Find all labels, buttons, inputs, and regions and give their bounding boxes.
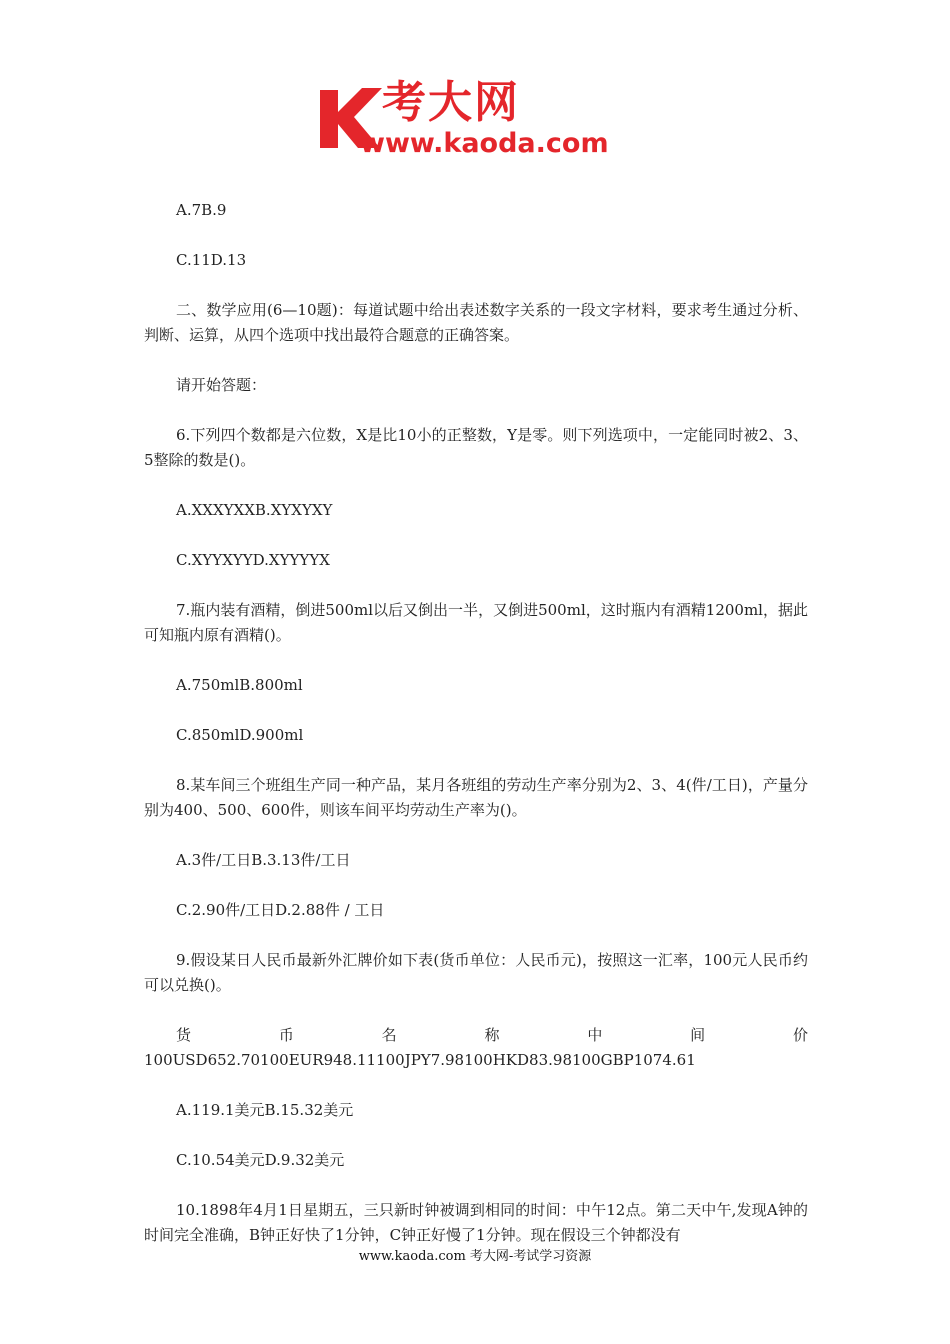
document-body	[144, 198, 808, 1273]
page-footer: www.kaoda.com 考大网-考试学习资源	[358, 1249, 592, 1264]
paragraph: 货币名称中间价100USD652.70100EUR948.11100JPY7.98100HKD83.98100GBP1074.61	[144, 1026, 808, 1069]
paragraph: A.3件/工日B.3.13件/工日	[176, 851, 351, 869]
paragraph: A.750mlB.800ml	[176, 676, 303, 694]
paragraph: C.XYYXYYD.XYYYYX	[176, 551, 330, 569]
paragraph: C.10.54美元D.9.32美元	[176, 1151, 345, 1169]
paragraph: C.850mlD.900ml	[176, 726, 304, 744]
paragraph: 10.1898年4月1日星期五，三只新时钟被调到相同的时间：中午12点。第二天中午,发现A钟的时间完全准确，B钟正好快了1分钟，C钟正好慢了1分钟。现在假设三个钟都没有	[144, 1201, 808, 1244]
paragraph: A.7B.9	[176, 201, 227, 219]
paragraph: A.XXXYXXB.XYXYXY	[176, 501, 333, 519]
paragraph: 8.某车间三个班组生产同一种产品，某月各班组的劳动生产率分别为2、3、4(件/工日)，产量分别为400、500、600件，则该车间平均劳动生产率为()。	[144, 776, 808, 819]
paragraph: 二、数学应用(6—10题)：每道试题中给出表述数字关系的一段文字材料，要求考生通过分析、判断、运算，从四个选项中找出最符合题意的正确答案。	[144, 301, 808, 344]
paragraph: C.11D.13	[176, 251, 247, 269]
paragraph: C.2.90件/工日D.2.88件 / 工日	[176, 901, 385, 919]
paragraph: 9.假设某日人民币最新外汇牌价如下表(货币单位：人民币元)，按照这一汇率，100元人民币约可以兑换()。	[144, 951, 808, 994]
paragraph: A.119.1美元B.15.32美元	[176, 1101, 354, 1119]
paragraph: 6.下列四个数都是六位数，X是比10小的正整数，Y是零。则下列选项中，一定能同时被2、3、5整除的数是()。	[144, 426, 808, 469]
kaoda-logo	[318, 77, 638, 162]
logo-url-text: www.kaoda.com	[360, 128, 609, 159]
paragraph: 请开始答题：	[176, 376, 267, 394]
paragraph: 7.瓶内装有酒精，倒进500ml以后又倒出一半，又倒进500ml，这时瓶内有酒精1200ml，据此可知瓶内原有酒精()。	[144, 601, 808, 644]
logo-brand-text: 考大网	[382, 77, 520, 128]
